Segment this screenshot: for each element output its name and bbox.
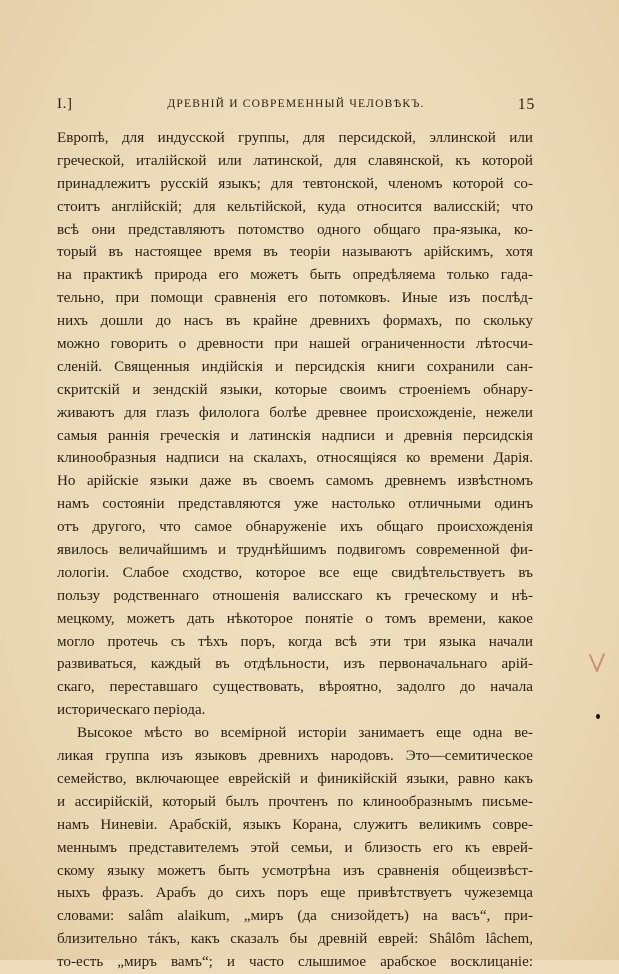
text-line: меннымъ представителемъ этой семьи, и близость его къ еврей- [57, 839, 533, 856]
text-line: тельно, при помощи сравненія его потомковъ. Иные изъ послѣд- [57, 290, 533, 307]
text-line: ликая группа изъ языковъ древнихъ народовъ. Это—семитическое [57, 748, 533, 765]
pencil-check-mark [588, 652, 606, 674]
text-line: стоитъ англійскій; для кельтійской, куда относится валисскій; что [57, 198, 533, 215]
text-line: всѣ они представляютъ потомство одного общаго пра-языка, ко- [57, 221, 533, 238]
text-line: то-есть „миръ вамъ“; и часто слышимое арабское восклицаніе: [57, 954, 533, 971]
text-line: ныхъ фразъ. Арабъ до сихъ поръ еще привѣтствуетъ чужеземца [57, 885, 533, 902]
body-text [57, 127, 533, 974]
text-line: на практикѣ природа его можетъ быть опредѣляема только гада- [57, 267, 533, 284]
text-line: скому языку можетъ быть усмотрѣна изъ сравненія общеизвѣст- [57, 862, 533, 879]
text-line: лологіи. Слабое сходство, которое все еще свидѣтельствуетъ въ [57, 564, 533, 581]
text-line: семейство, включающее еврейскій и финикійскій языки, равно какъ [57, 770, 533, 787]
text-line: скритскій и зендскій языки, которые своимъ строеніемъ обнару- [57, 381, 533, 398]
running-title: ДРЕВНІЙ И СОВРЕМЕННЫЙ ЧЕЛОВѢКЪ. [167, 98, 425, 110]
text-line: нихъ дошли до насъ въ крайне древнихъ формахъ, по скольку [57, 313, 533, 330]
text-line: могло протечь съ тѣхъ поръ, когда всѣ эти три языка начали [57, 633, 533, 650]
chapter-marker: I.] [57, 96, 73, 112]
text-line: развиваться, каждый въ отдѣльности, изъ первоначальнаго арій- [57, 656, 533, 673]
text-line: историческаго періода. [57, 702, 206, 719]
text-line: пользу родственнаго отношенія валисскаго къ греческому и нѣ- [57, 587, 533, 604]
text-line: мецкому, можетъ дать нѣкоторое понятіе о томъ времени, какое [57, 610, 533, 627]
text-line: клинообразныя надписи на скалахъ, относящіяся ко времени Дарія. [57, 450, 533, 467]
text-line: отъ другого, что самое обнаруженіе ихъ общаго происхожденія [57, 519, 533, 536]
text-line: принадлежитъ русскій языкъ; для тевтонской, членомъ которой со- [57, 175, 533, 192]
text-line: намъ состояніи представляются уже настолько отличными одинъ [57, 496, 533, 513]
text-line: торый въ настоящее время въ теоріи называютъ арійскимъ, хотя [57, 244, 533, 261]
ink-dot [596, 714, 600, 719]
text-line: Европѣ, для индусской группы, для персидской, эллинской или [57, 130, 533, 146]
text-line: словами: salâm alaikum, „миръ (да снизойдетъ) на васъ“, при- [57, 908, 533, 925]
text-line: Но арійскіе языки даже въ своемъ самомъ древнемъ извѣстномъ [57, 473, 533, 490]
text-line: и ассирійскій, который былъ прочтенъ по клинообразнымъ письме- [57, 793, 533, 810]
text-line: греческой, италійской или латинской, для славянской, къ которой [57, 152, 533, 169]
text-line: сленій. Священныя индійскія и персидскія книги сохранили сан- [57, 358, 533, 375]
text-line: намъ Ниневіи. Арабскій, языкъ Корана, служитъ великимъ совре- [57, 816, 533, 833]
text-line: скаго, переставшаго существовать, вѣроятно, задолго до начала [57, 679, 533, 696]
text-line: самыя раннія греческія и латинскія надписи и древнія персидскія [57, 427, 533, 444]
text-line: живаютъ для глазъ филолога болѣе древнее происхожденіе, нежели [57, 404, 533, 421]
text-line: явилось величайшимъ и труднѣйшимъ подвигомъ современной фи- [57, 542, 533, 559]
text-line: можно говорить о древности при нашей ограниченности лѣтосчи- [57, 336, 533, 353]
text-line: Высокое мѣсто во всемірной исторіи занимаетъ еще одна ве- [77, 725, 533, 742]
running-header [57, 96, 535, 116]
text-line: близительно тáкъ, какъ сказалъ бы древній еврей: Shâlôm lâchem, [57, 931, 533, 948]
page-number: 15 [517, 96, 535, 113]
